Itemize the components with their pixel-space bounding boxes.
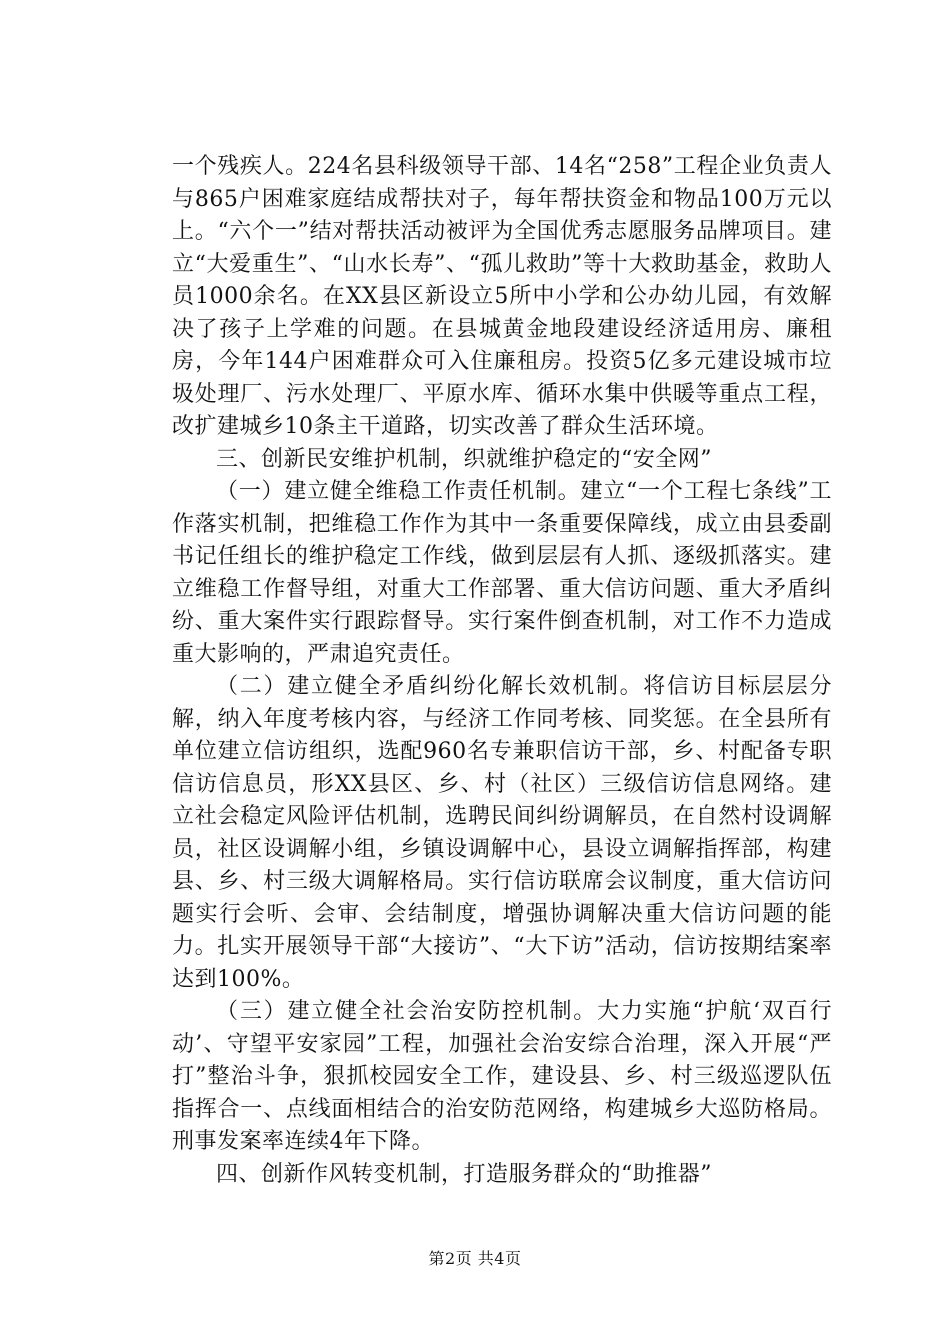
paragraph-subsection-1: （一）建立健全维稳工作责任机制。建立“一个工程七条线”工作落实机制，把维稳工作作为其中一条重要保障线，成立由县委副书记任组长的维护稳定工作线，做到层层有人抓、逐级抓落实。建立维稳工作督导组，对重大工作部署、重大信访问题、重大矛盾纠纷、重大案件实行跟踪督导。实行案件倒查机制，对工作不力造成重大影响的，严肃追究责任。 [172, 479, 832, 667]
paragraph-subsection-3: （三）建立健全社会治安防控机制。大力实施“护航‘双百行动’、守望平安家园”工程，加强社会治安综合治理，深入开展“严打”整治斗争，狠抓校园安全工作，建设县、乡、村三级巡逻队伍指挥合一、点线面相结合的治安防范网络，构建城乡大巡防格局。刑事发案率连续4年下降。 [172, 999, 832, 1154]
document-body [172, 151, 832, 1191]
section-heading-3: 三、创新民安维护机制，织就维护稳定的“安全网” [216, 446, 712, 472]
page-footer: 第2页 共4页 [428, 1249, 522, 1268]
paragraph-continuation: 一个残疾人。224名县科级领导干部、14名“258”工程企业负责人与865户困难家庭结成帮扶对子，每年帮扶资金和物品100万元以上。“六个一”结对帮扶活动被评为全国优秀志愿服务品牌项目。建立“大爱重生”、“山水长寿”、“孤儿救助”等十大救助基金，救助人员1000余名。在XX县区新设立5所中小学和公办幼儿园，有效解决了孩子上学难的问题。在县城黄金地段建设经济适用房、廉租房，今年144户困难群众可入住廉租房。投资5亿多元建设城市垃圾处理厂、污水处理厂、平原水库、循环水集中供暖等重点工程，改扩建城乡10条主干道路，切实改善了群众生活环境。 [172, 154, 832, 439]
section-heading-4: 四、创新作风转变机制，打造服务群众的“助推器” [216, 1161, 712, 1187]
paragraph-subsection-2: （二）建立健全矛盾纠纷化解长效机制。将信访目标层层分解，纳入年度考核内容，与经济工作同考核、同奖惩。在全县所有单位建立信访组织，选配960名专兼职信访干部，乡、村配备专职信访信息员，形XX县区、乡、村（社区）三级信访信息网络。建立社会稳定风险评估机制，选聘民间纠纷调解员，在自然村设调解员，社区设调解小组，乡镇设调解中心，县设立调解指挥部，构建县、乡、村三级大调解格局。实行信访联席会议制度，重大信访问题实行会听、会审、会结制度，增强协调解决重大信访问题的能力。扎实开展领导干部“大接访”、“大下访”活动，信访按期结案率达到100%。 [172, 674, 832, 992]
